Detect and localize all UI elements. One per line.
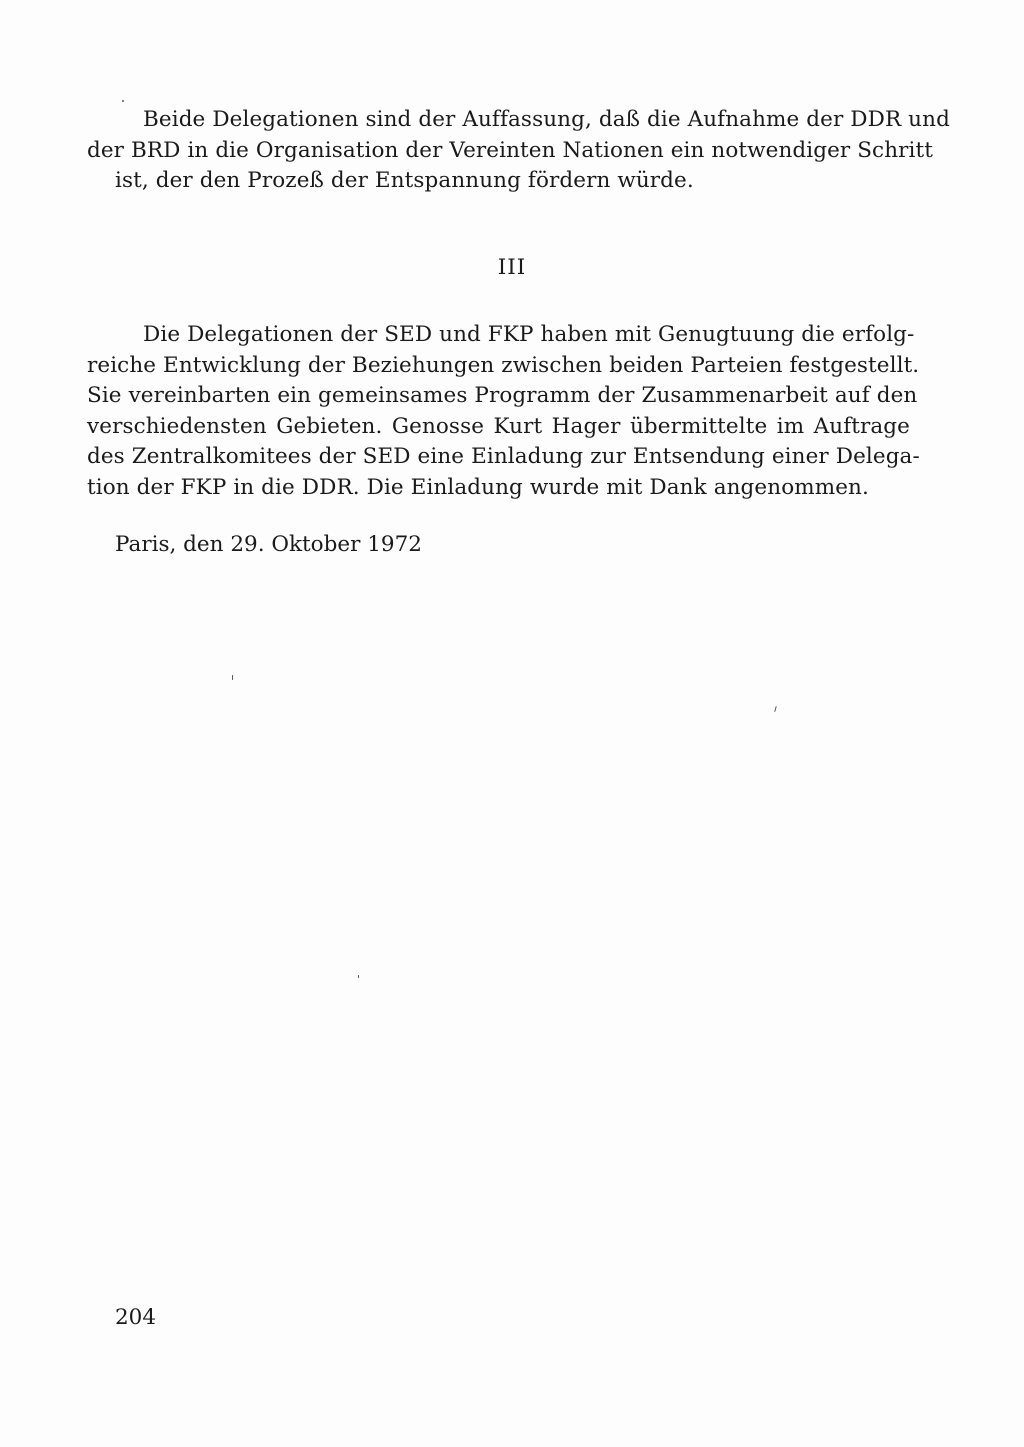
dateline: Paris, den 29. Oktober 1972 bbox=[115, 532, 422, 557]
paragraph-un-membership bbox=[87, 105, 950, 197]
section-heading: III bbox=[497, 255, 527, 280]
paragraph-line: ist, der den Prozeß der Entspannung fördern würde. bbox=[115, 168, 694, 193]
page-number: 204 bbox=[115, 1305, 157, 1330]
paragraph-line: Sie vereinbarten ein gemeinsames Programm der Zusammenarbeit auf den bbox=[87, 383, 918, 408]
paragraph-line: der BRD in die Organisation der Vereinten Nationen ein notwendiger Schritt bbox=[87, 137, 933, 163]
paragraph-line: verschiedensten Gebieten. Genosse Kurt Hager übermittelte im Auftrage bbox=[87, 413, 910, 439]
paragraph-line: Die Delegationen der SED und FKP haben mit Genugtuung die erfolg- bbox=[143, 322, 915, 347]
scan-speck bbox=[774, 706, 777, 712]
paragraph-line: Beide Delegationen sind der Auffassung, daß die Aufnahme der DDR und bbox=[143, 107, 950, 132]
paragraph-line: reiche Entwicklung der Beziehungen zwischen beiden Parteien festgestellt. bbox=[87, 352, 920, 378]
scan-speck bbox=[122, 100, 124, 102]
scan-speck bbox=[358, 975, 359, 978]
scan-speck bbox=[232, 675, 233, 680]
paragraph-line: tion der FKP in die DDR. Die Einladung wurde mit Dank angenommen. bbox=[87, 474, 869, 500]
paragraph-party-relations bbox=[87, 320, 920, 503]
paragraph-line: des Zentralkomitees der SED eine Einladung zur Entsendung einer Delega- bbox=[87, 444, 920, 469]
